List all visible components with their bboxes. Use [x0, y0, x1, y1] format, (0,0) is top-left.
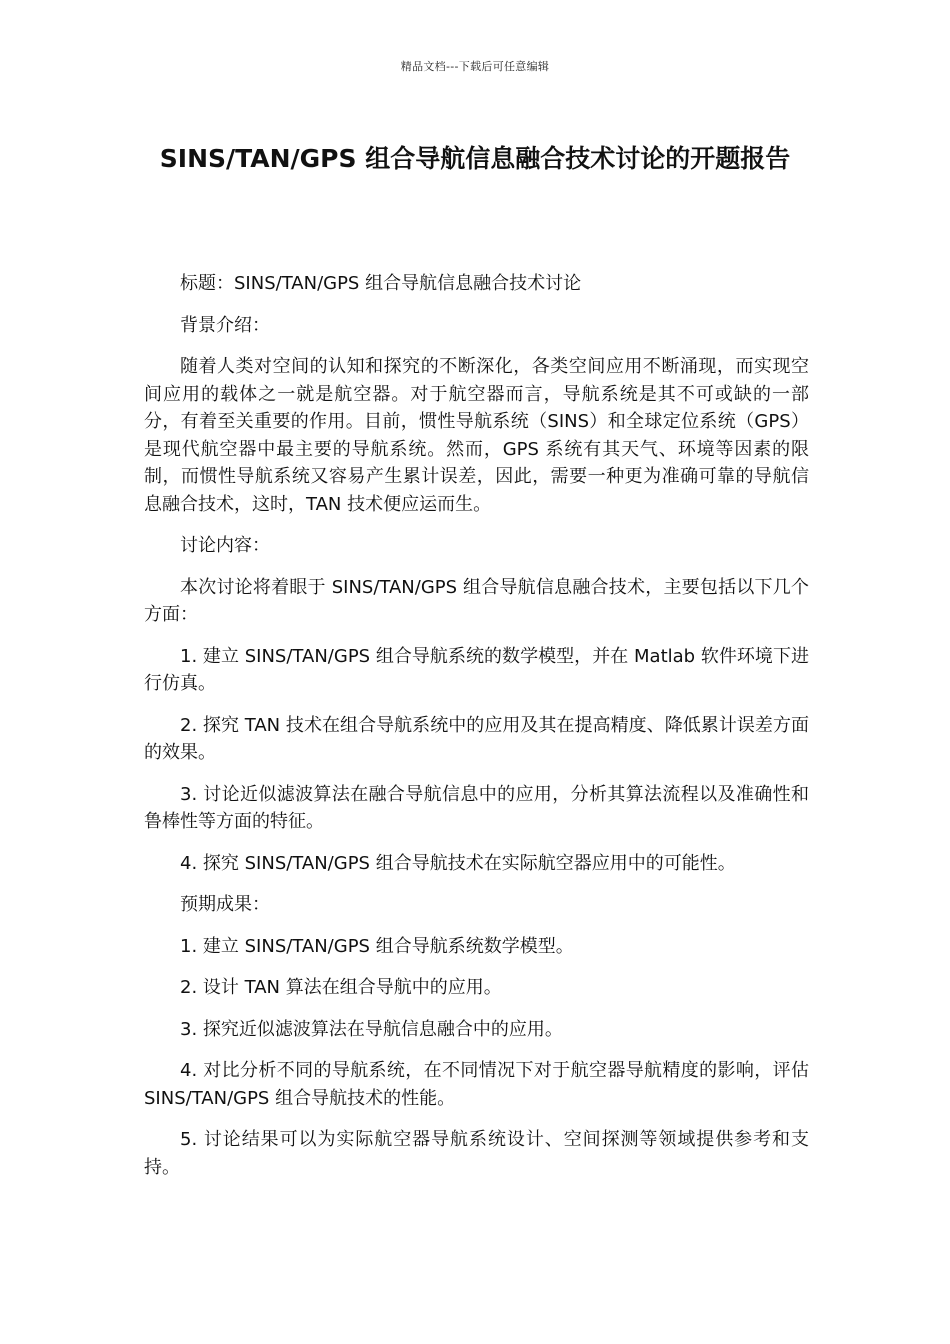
document-title: SINS/TAN/GPS 组合导航信息融合技术讨论的开题报告 [159, 144, 791, 173]
background-label: 背景介绍： [180, 314, 270, 336]
topic-line: 标题：SINS/TAN/GPS 组合导航信息融合技术讨论 [180, 273, 582, 294]
result-item: 1. 建立 SINS/TAN/GPS 组合导航系统数学模型。 [180, 935, 574, 957]
result-item: 4. 对比分析不同的导航系统，在不同情况下对于航空器导航精度的影响，评估 SINS/TAN/GPS 组合导航技术的性能。 [144, 1060, 809, 1109]
document-body [144, 270, 809, 1195]
content-intro-paragraph: 本次讨论将着眼于 SINS/TAN/GPS 组合导航信息融合技术，主要包括以下几个方面： [144, 576, 809, 625]
page-header-watermark: 精品文档---下载后可任意编辑 [400, 60, 550, 73]
content-label: 讨论内容： [180, 535, 270, 556]
content-item: 3. 讨论近似滤波算法在融合导航信息中的应用，分析其算法流程以及准确性和鲁棒性等方面的特征。 [144, 783, 809, 832]
content-item: 2. 探究 TAN 技术在组合导航系统中的应用及其在提高精度、降低累计误差方面的效果。 [144, 714, 809, 763]
background-paragraph: 随着人类对空间的认知和探究的不断深化，各类空间应用不断涌现，而实现空间应用的载体之一就是航空器。对于航空器而言，导航系统是其不可或缺的一部分，有着至关重要的作用。目前，惯性导航系统（SINS）和全球定位系统（GPS）是现代航空器中最主要的导航系统。然而，GPS 系统有其天气、环境等因素的限制，而惯性导航系统又容易产生累计误差，因此，需要一种更为准确可靠的导航信息融合技术，这时，TAN 技术便应运而生。 [144, 356, 809, 515]
result-item: 3. 探究近似滤波算法在导航信息融合中的应用。 [180, 1018, 563, 1040]
results-label: 预期成果： [180, 894, 270, 915]
result-item: 2. 设计 TAN 算法在组合导航中的应用。 [180, 977, 502, 998]
content-item: 4. 探究 SINS/TAN/GPS 组合导航技术在实际航空器应用中的可能性。 [180, 852, 736, 874]
content-item: 1. 建立 SINS/TAN/GPS 组合导航系统的数学模型，并在 Matlab 软件环境下进行仿真。 [144, 645, 809, 694]
result-item: 5. 讨论结果可以为实际航空器导航系统设计、空间探测等领域提供参考和支持。 [144, 1129, 809, 1178]
